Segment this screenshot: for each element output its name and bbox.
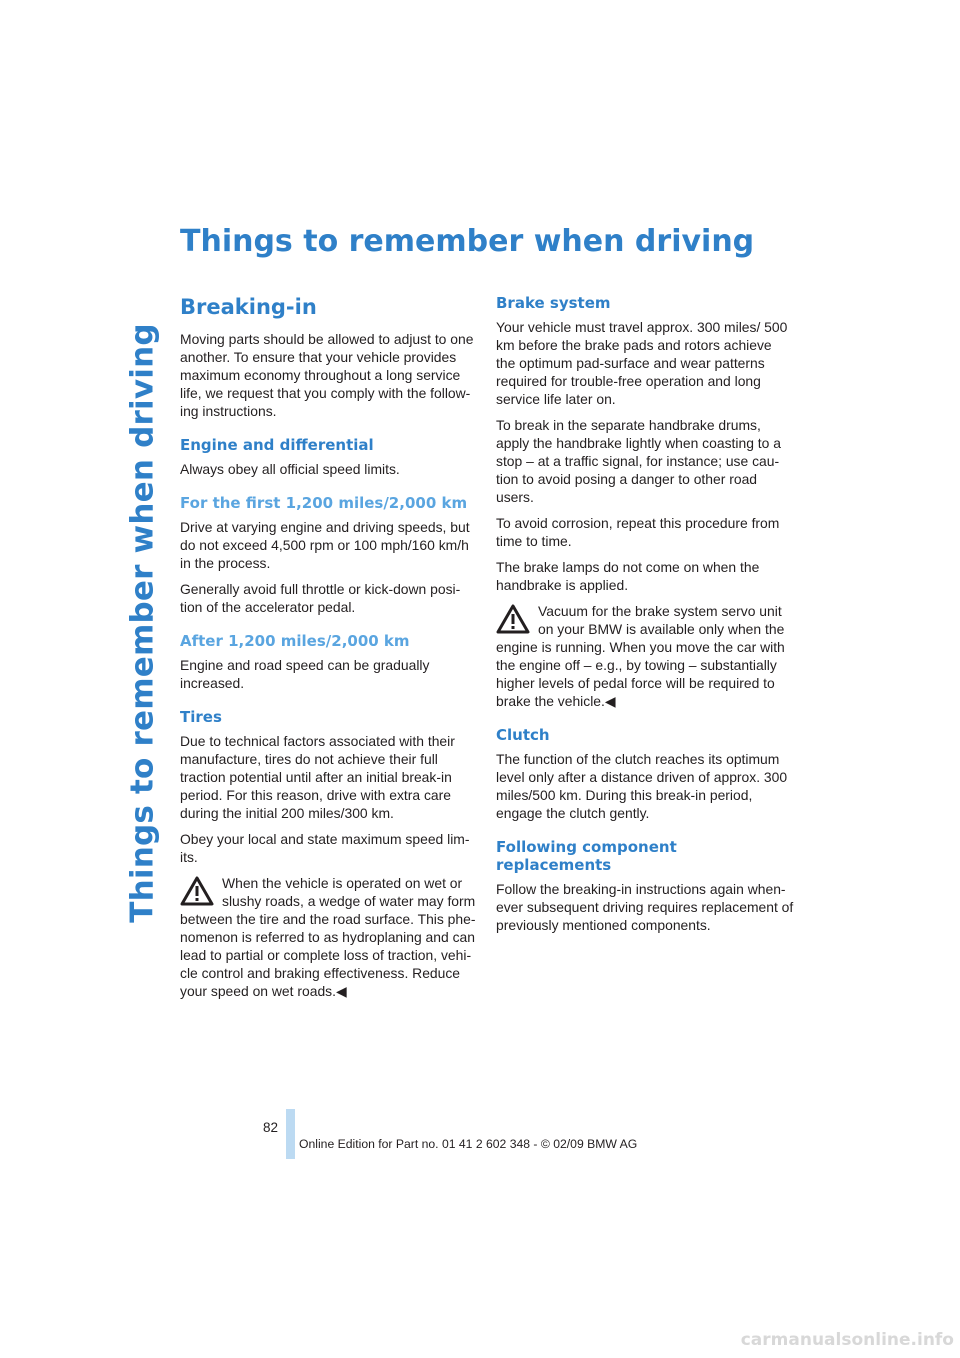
tires-warning-text: When the vehicle is operated on wet or slushy roads, a wedge of water may form between the tire and the road surface. This phe-nomenon is referred to as hydroplaning and can lead to partial or complete loss of traction, vehi-cle control and braking effectiveness. Reduce your speed on wet roads.◀ <box>180 875 476 999</box>
brake-text-3: To avoid corrosion, repeat this procedure from time to time. <box>496 515 780 549</box>
first-miles-text-2: Generally avoid full throttle or kick-down posi-tion of the accelerator pedal. <box>180 581 461 615</box>
page-number: 82 <box>263 1120 279 1135</box>
heading-engine-differential: Engine and differential <box>180 436 374 454</box>
breaking-in-intro: Moving parts should be allowed to adjust to one another. To ensure that your vehicle provides maximum economy throughout a long service life, we request that you comply with the follow-ing instructions. <box>180 331 474 419</box>
clutch-text: The function of the clutch reaches its optimum level only after a distance driven of approx. 300 miles/500 km. During this break-in period, engage the clutch gently. <box>496 751 788 821</box>
heading-brake-system: Brake system <box>496 294 611 312</box>
footer-edition-text: Online Edition for Part no. 01 41 2 602 348 - © 02/09 BMW AG <box>299 1137 638 1151</box>
brake-text-1: Your vehicle must travel approx. 300 miles/ 500 km before the brake pads and rotors achieve the optimum pad-surface and wear patterns required for trouble-free operation and long service life later on. <box>496 319 788 407</box>
after-miles-text: Engine and road speed can be gradually increased. <box>180 657 430 691</box>
heading-after-miles: After 1,200 miles/2,000 km <box>180 632 410 650</box>
section-heading-breaking-in: Breaking-in <box>180 295 317 319</box>
heading-clutch: Clutch <box>496 726 550 744</box>
heading-tires: Tires <box>180 708 222 726</box>
tires-warning <box>180 874 478 1000</box>
page-title: Things to remember when driving <box>180 224 755 259</box>
tires-text-1: Due to technical factors associated with their manufacture, tires do not achieve their full traction potential until after an initial break-in period. For this reason, drive with extra care during the initial 200 miles/300 km. <box>180 733 455 821</box>
brake-warning <box>496 602 794 710</box>
warning-triangle-icon <box>180 876 214 906</box>
right-column <box>496 294 794 942</box>
warning-triangle-icon <box>496 604 530 634</box>
brake-text-2: To break in the separate handbrake drums, apply the handbrake lightly when coasting to a stop – at a traffic signal, for instance; use cau-tion to avoid posing a danger to other road users. <box>496 417 781 505</box>
watermark: carmanualsonline.info <box>740 1330 954 1350</box>
tires-text-2: Obey your local and state maximum speed lim-its. <box>180 831 470 865</box>
brake-text-4: The brake lamps do not come on when the handbrake is applied. <box>496 559 760 593</box>
heading-first-miles: For the first 1,200 miles/2,000 km <box>180 494 468 512</box>
following-text: Follow the breaking-in instructions again when-ever subsequent driving requires replacement of previously mentioned components. <box>496 881 794 933</box>
left-column <box>180 294 478 1008</box>
sidebar-chapter-title <box>123 228 163 1018</box>
heading-following-replacements: Following component replacements <box>496 838 677 874</box>
first-miles-text-1: Drive at varying engine and driving speeds, but do not exceed 4,500 rpm or 100 mph/160 km/h in the process. <box>180 519 470 571</box>
engine-text: Always obey all official speed limits. <box>180 461 400 477</box>
sidebar-chapter-text: Things to remember when driving <box>125 323 162 923</box>
footer-bar <box>286 1109 295 1159</box>
brake-warning-text: Vacuum for the brake system servo unit on your BMW is available only when the engine is running. When you move the car with the engine off – e.g., by towing – substantially higher levels of pedal force will be required to brake the vehicle.◀ <box>496 603 785 709</box>
